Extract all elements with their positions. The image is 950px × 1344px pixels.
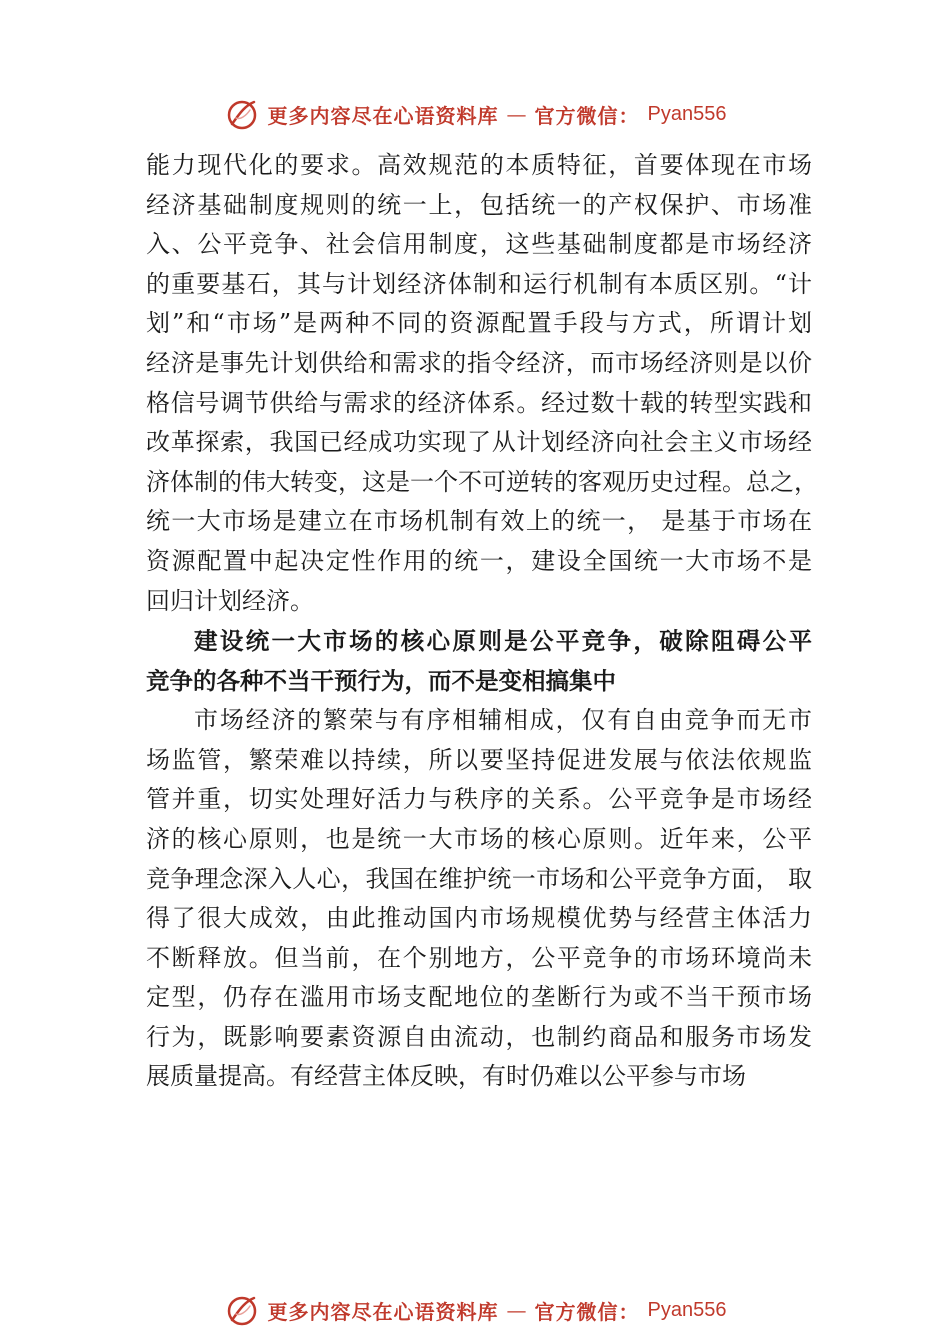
text-line: 的重要基石，其与计划经济体制和运行机制有本质区别。“计	[146, 269, 812, 298]
watermark-text: 更多内容尽在心语资料库	[267, 103, 499, 128]
watermark-text: 更多内容尽在心语资料库	[267, 1299, 499, 1324]
text-line: 划”和“市场”是两种不同的资源配置手段与方式，所谓计划	[146, 309, 812, 338]
text-line: 展质量提高。有经营主体反映，有时仍难以公平参与市场	[146, 1062, 746, 1091]
text-line: 济体制的伟大转变，这是一个不可逆转的客观历史过程。总之，	[146, 467, 818, 496]
header-watermark	[0, 94, 950, 134]
watermark-dash: —	[506, 1298, 527, 1322]
text-line: 回归计划经济。	[146, 586, 314, 615]
text-line: 定型，仍存在滥用市场支配地位的垄断行为或不当干预市场	[146, 983, 812, 1012]
text-line: 场监管，繁荣难以持续，所以要坚持促进发展与依法依规监	[146, 745, 812, 774]
text-line: 资源配置中起决定性作用的统一，建设全国统一大市场不是	[146, 546, 812, 575]
text-line: 改革探索，我国已经成功实现了从计划经济向社会主义市场经	[146, 428, 812, 457]
watermark-id: Pyan556	[647, 1298, 727, 1321]
section-heading	[146, 621, 812, 701]
text-line: 得了很大成效，由此推动国内市场规模优势与经营主体活力	[146, 904, 812, 933]
text-line: 竞争理念深入人心，我国在维护统一市场和公平竞争方面， 取	[146, 864, 812, 893]
signature-seal-icon	[224, 96, 260, 132]
watermark-id: Pyan556	[647, 102, 727, 125]
text-line: 管并重，切实处理好活力与秩序的关系。公平竞争是市场经	[146, 785, 812, 814]
text-line: 格信号调节供给与需求的经济体系。经过数十载的转型实践和	[146, 388, 812, 417]
text-line: 经济基础制度规则的统一上，包括统一的产权保护、市场准	[146, 190, 812, 219]
footer-watermark	[0, 1290, 950, 1330]
text-line: 行为，既影响要素资源自由流动，也制约商品和服务市场发	[146, 1022, 812, 1051]
text-line: 能力现代化的要求。高效规范的本质特征，首要体现在市场	[146, 151, 812, 179]
text-line: 经济是事先计划供给和需求的指令经济，而市场经济则是以价	[146, 348, 812, 377]
text-line: 入、公平竞争、社会信用制度，这些基础制度都是市场经济	[146, 230, 812, 259]
heading-line: 建设统一大市场的核心原则是公平竞争，破除阻碍公平	[194, 627, 812, 656]
text-line: 市场经济的繁荣与有序相辅相成，仅有自由竞争而无市	[194, 706, 812, 735]
paragraph-2	[146, 701, 812, 1097]
text-line: 不断释放。但当前，在个别地方，公平竞争的市场环境尚未	[146, 943, 812, 972]
watermark-dash: —	[506, 102, 527, 126]
watermark-contact: 官方微信：	[534, 1299, 640, 1324]
paragraph-1	[146, 146, 818, 621]
heading-line: 竞争的各种不当干预行为，而不是变相搞集中	[146, 667, 616, 696]
watermark-contact: 官方微信：	[534, 103, 640, 128]
signature-seal-icon	[224, 1292, 260, 1328]
document-body	[146, 146, 818, 1097]
text-line: 统一大市场是建立在市场机制有效上的统一， 是基于市场在	[146, 507, 812, 536]
text-line: 济的核心原则，也是统一大市场的核心原则。近年来，公平	[146, 824, 812, 853]
